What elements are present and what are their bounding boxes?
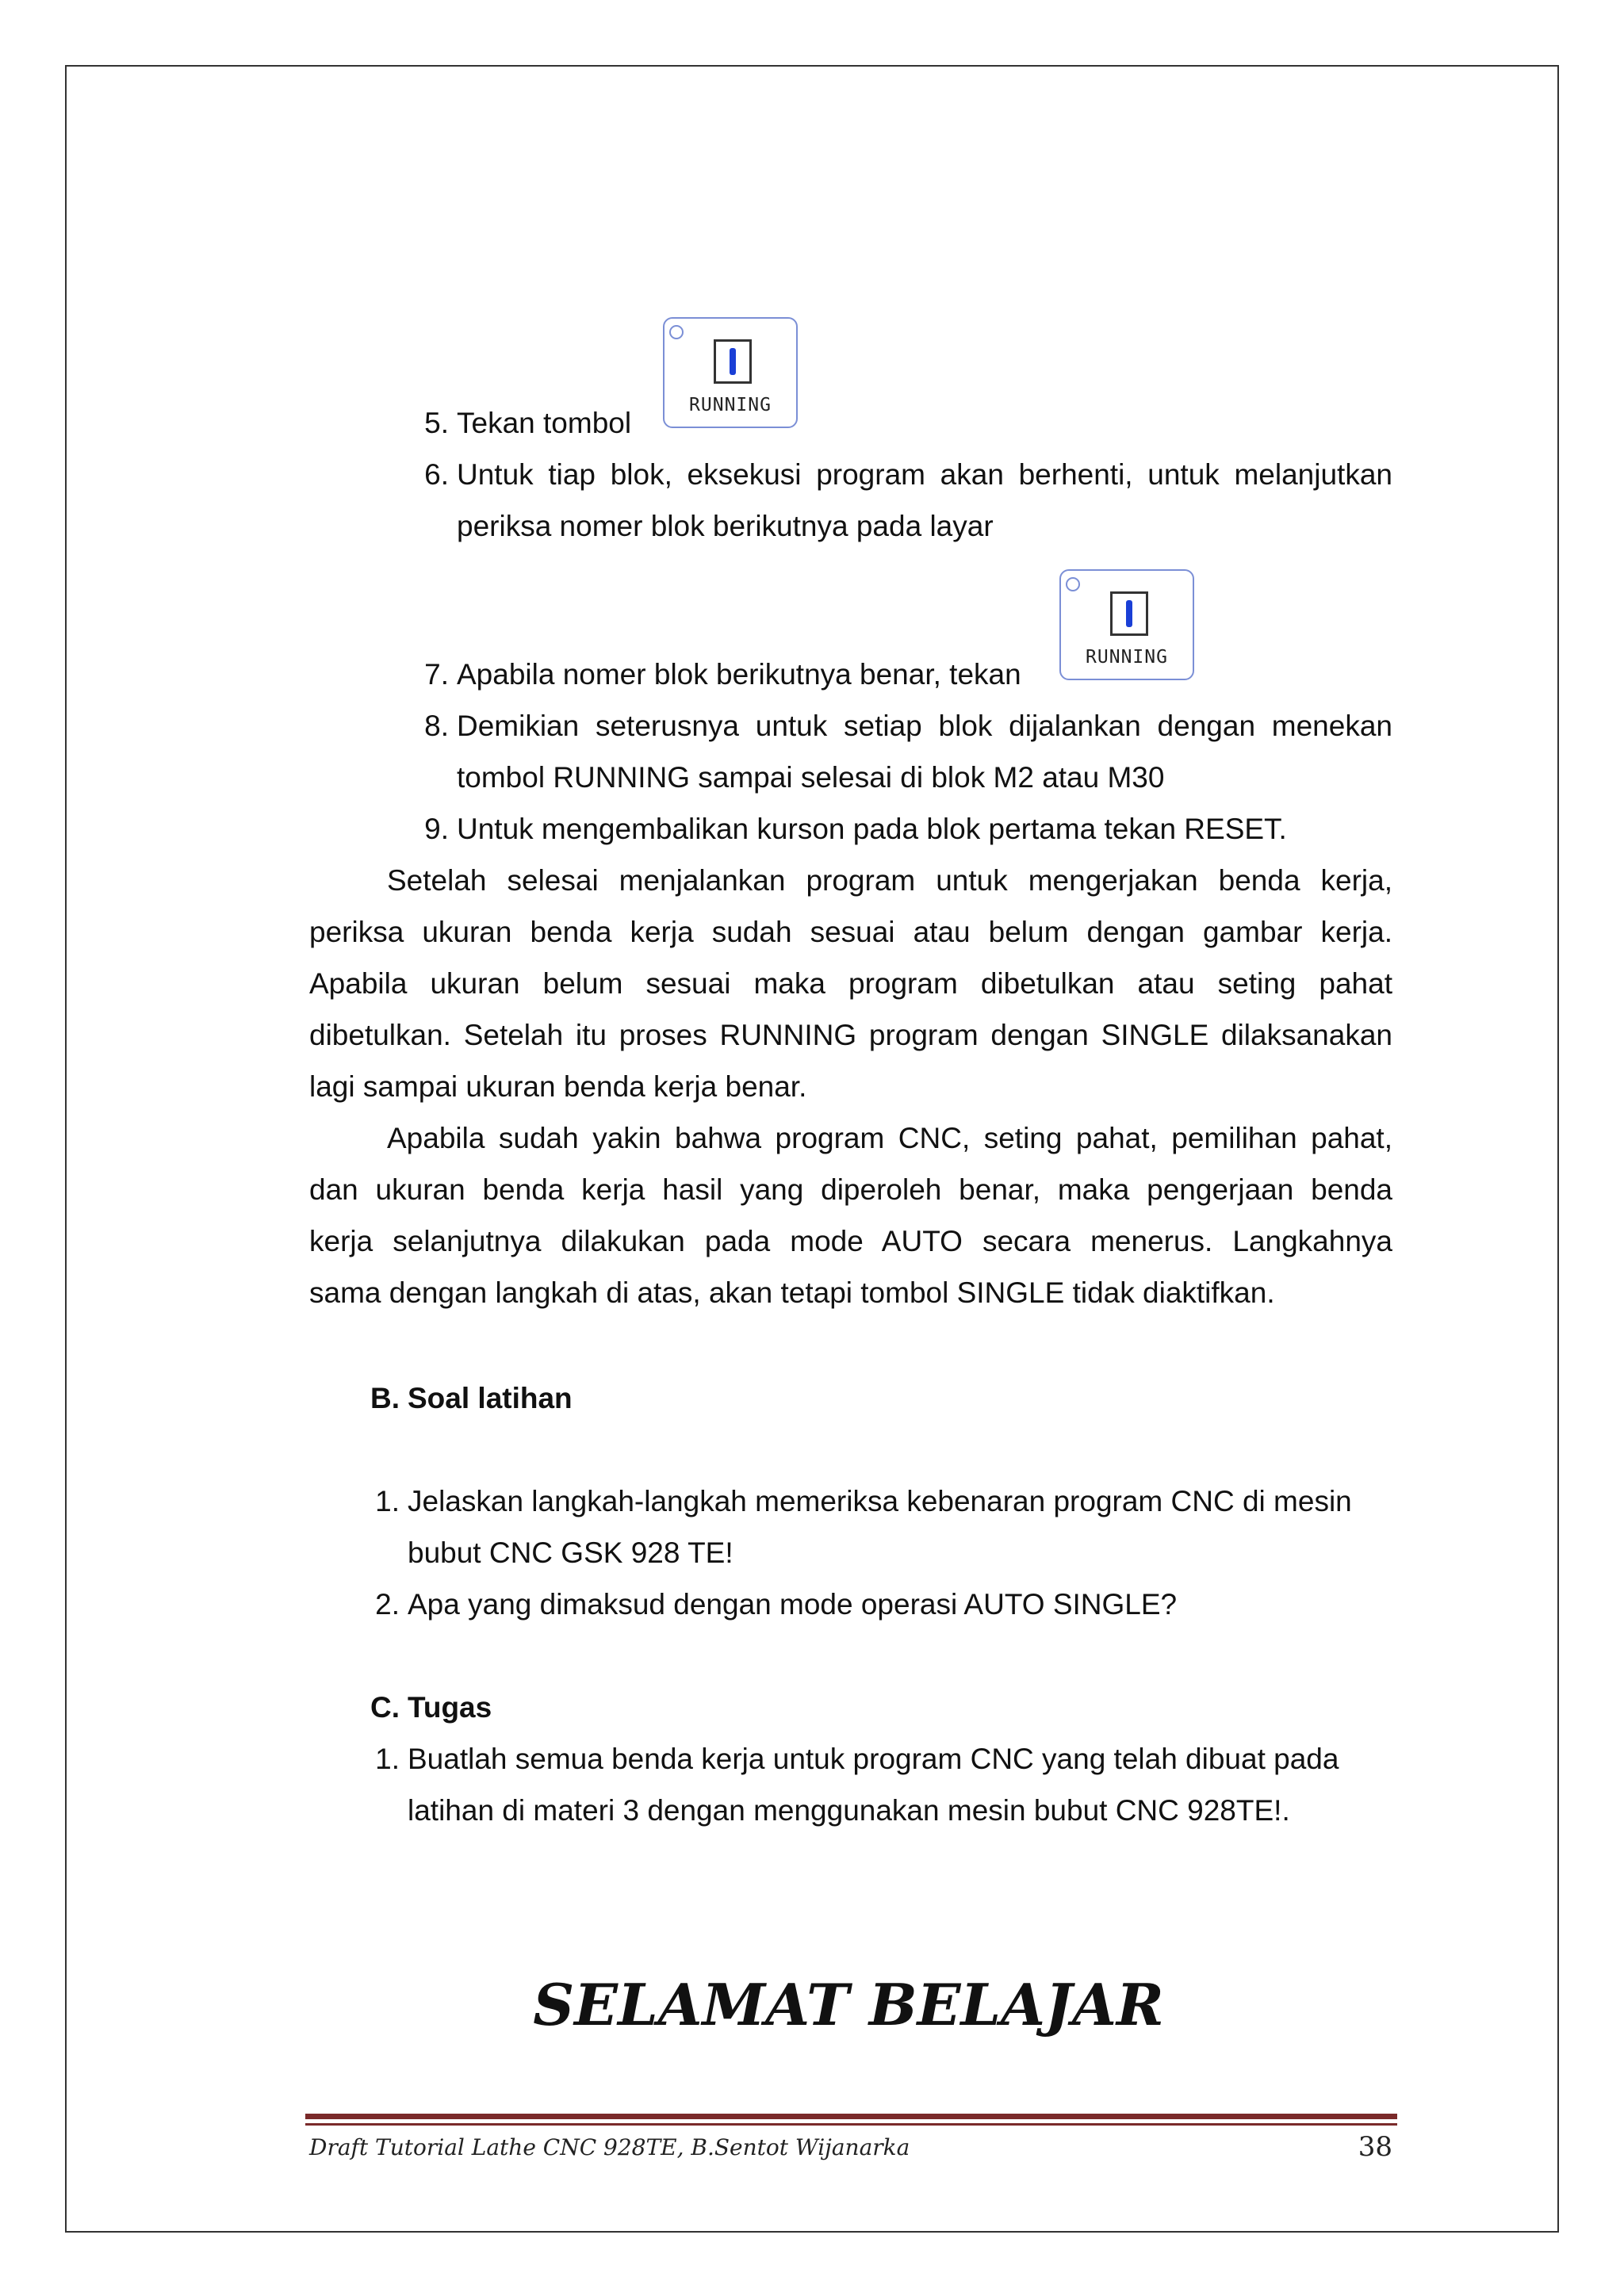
task-number: 1. xyxy=(375,1743,400,1775)
section-c-number: C. xyxy=(370,1691,400,1724)
question-number: 1. xyxy=(375,1485,400,1517)
question-text: Apa yang dimaksud dengan mode operasi AUTO SINGLE? xyxy=(408,1588,1178,1621)
step-number: 5. xyxy=(424,407,449,439)
section-b-number: B. xyxy=(370,1382,400,1414)
running-button-label: RUNNING xyxy=(1086,647,1168,668)
question-text: bubut CNC GSK 928 TE! xyxy=(408,1536,733,1569)
question-number: 2. xyxy=(375,1588,400,1621)
step-text: Demikian seterusnya untuk setiap blok dijalankan dengan menekan xyxy=(457,710,1392,742)
footer-rule xyxy=(305,2114,1397,2119)
running-symbol-icon xyxy=(714,339,752,384)
closing-heading: SELAMAT BELAJAR xyxy=(533,1971,1164,2038)
running-symbol-icon xyxy=(1110,591,1148,636)
paragraph-line: kerja selanjutnya dilakukan pada mode AUTO secara menerus. Langkahnya xyxy=(309,1225,1392,1257)
step-text: Untuk mengembalikan kurson pada blok pertama tekan RESET. xyxy=(457,813,1287,845)
step-text: Apabila nomer blok berikutnya benar, tekan xyxy=(457,658,1021,691)
task-text: Buatlah semua benda kerja untuk program CNC yang telah dibuat pada xyxy=(408,1743,1339,1775)
step-text: periksa nomer blok berikutnya pada layar xyxy=(457,510,994,542)
task-text: latihan di materi 3 dengan menggunakan mesin bubut CNC 928TE!. xyxy=(408,1794,1290,1827)
step-number: 9. xyxy=(424,813,449,845)
paragraph-line: Apabila ukuran belum sesuai maka program dibetulkan atau seting pahat xyxy=(309,967,1392,1000)
running-button-label: RUNNING xyxy=(689,395,772,415)
step-number: 8. xyxy=(424,710,449,742)
paragraph-line: lagi sampai ukuran benda kerja benar. xyxy=(309,1070,807,1103)
section-b-heading: Soal latihan xyxy=(408,1382,573,1414)
indicator-led-icon xyxy=(669,325,684,339)
page-number: 38 xyxy=(1358,2131,1392,2163)
indicator-led-icon xyxy=(1066,577,1080,591)
paragraph-line: dan ukuran benda kerja hasil yang diperoleh benar, maka pengerjaan benda xyxy=(309,1173,1392,1206)
question-text: Jelaskan langkah-langkah memeriksa kebenaran program CNC di mesin xyxy=(408,1485,1352,1517)
paragraph-line: periksa ukuran benda kerja sudah sesuai atau belum dengan gambar kerja. xyxy=(309,916,1392,948)
step-number: 6. xyxy=(424,458,449,491)
step-text: Untuk tiap blok, eksekusi program akan berhenti, untuk melanjutkan xyxy=(457,458,1392,491)
paragraph-line: Setelah selesai menjalankan program untuk mengerjakan benda kerja, xyxy=(387,864,1392,897)
running-button-image xyxy=(663,317,798,428)
step-text: Tekan tombol xyxy=(457,407,632,439)
running-button-image xyxy=(1059,569,1194,680)
step-number: 7. xyxy=(424,658,449,691)
footer-text: Draft Tutorial Lathe CNC 928TE, B.Sentot Wijanarka xyxy=(309,2134,910,2160)
step-text: tombol RUNNING sampai selesai di blok M2 atau M30 xyxy=(457,761,1165,794)
section-c-heading: Tugas xyxy=(408,1691,492,1724)
paragraph-line: dibetulkan. Setelah itu proses RUNNING program dengan SINGLE dilaksanakan xyxy=(309,1019,1392,1051)
paragraph-line: sama dengan langkah di atas, akan tetapi tombol SINGLE tidak diaktifkan. xyxy=(309,1276,1275,1309)
paragraph-line: Apabila sudah yakin bahwa program CNC, seting pahat, pemilihan pahat, xyxy=(387,1122,1392,1154)
footer-rule-thin xyxy=(305,2123,1397,2126)
